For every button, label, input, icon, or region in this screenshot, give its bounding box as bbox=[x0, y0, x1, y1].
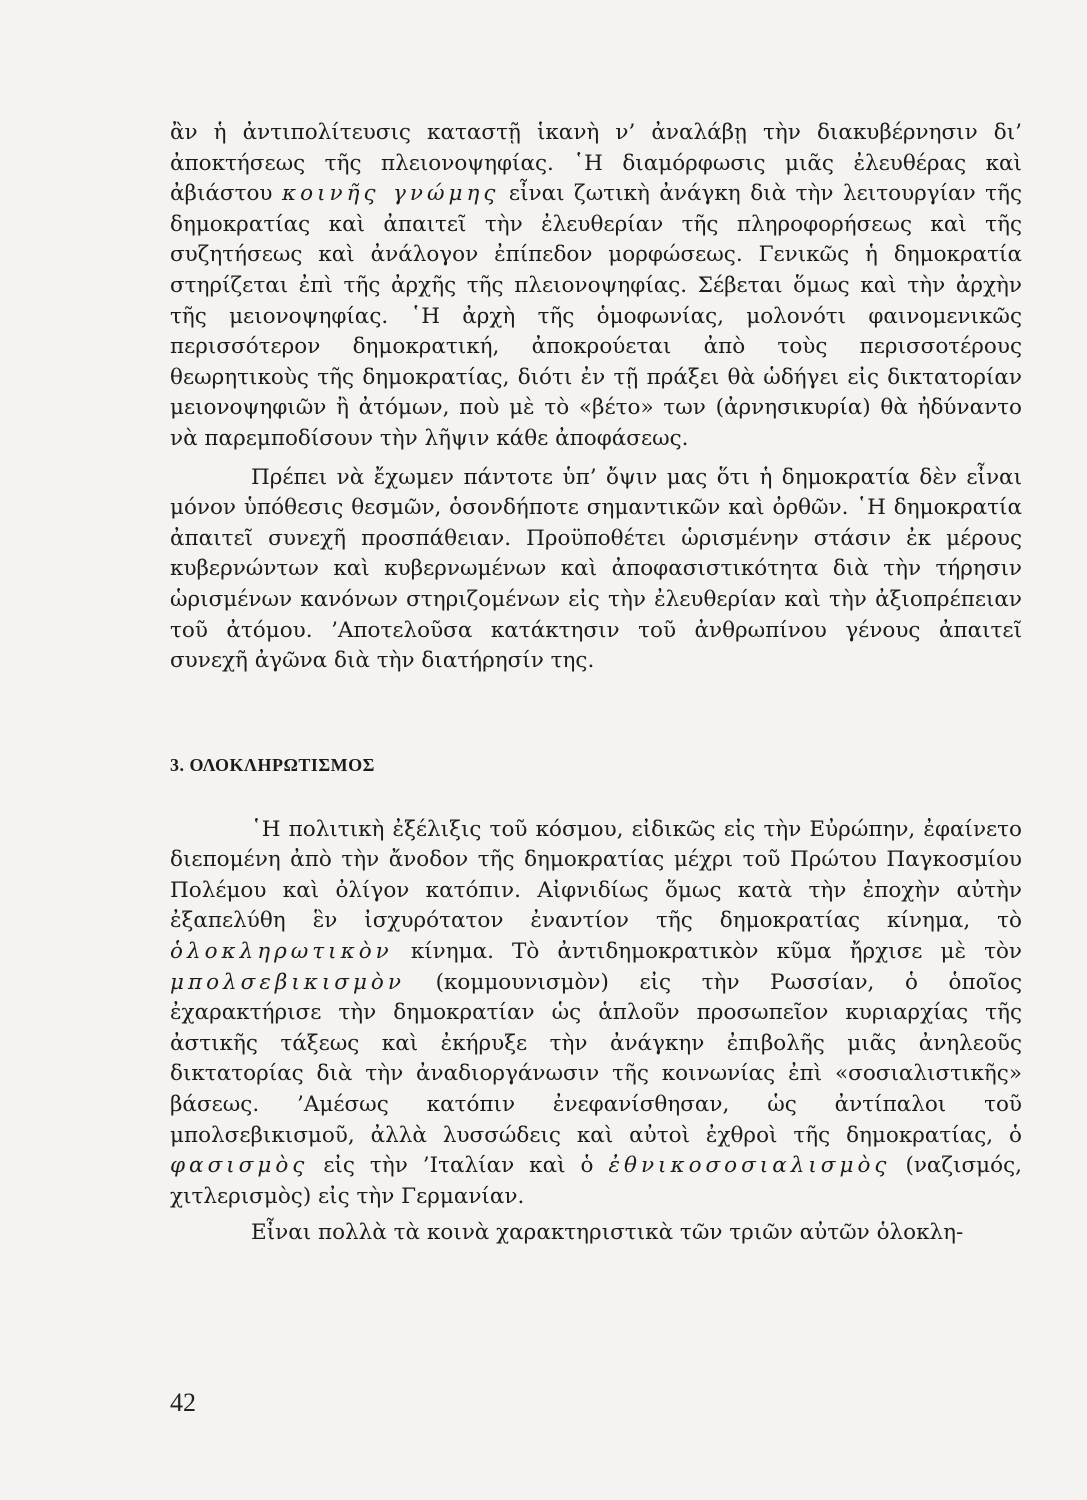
paragraph-common-traits: Εἶναι πολλὰ τὰ κοινὰ χαρακτηριστικὰ τῶν τριῶν αὐτῶν ὁλοκλη- bbox=[251, 1220, 964, 1246]
emphasis-totalitarian: ὁλοκληρωτικὸν bbox=[170, 939, 393, 965]
page-body bbox=[170, 118, 1022, 1249]
emphasis-bolshevism: μπολσεβικισμὸν bbox=[170, 969, 405, 995]
paragraph-totalitarianism: ῾Η πολιτικὴ ἐξέλιξις τοῦ κόσμου, εἰδικῶς εἰς τὴν Εὐρώπην, ἐφαίνετο διεπομένη ἀπὸ τὴν ἄνοδον τῆς δημοκρατίας μέχρι τοῦ Πρώτου Παγκοσμίου Πολέμου καὶ ὀλίγον κατόπιν. Αἰφνιδίως ὅμως κατὰ τὴν ἐποχὴν αὐτὴν ἐξαπελύθη ἓν ἰσχυρότατον ἐναντίον τῆς δημοκρατίας κίνημα, τὸ ὁλοκληρωτικὸν κίνημα. Τὸ ἀντιδημοκρατικὸν κῦμα ἤρχισε μὲ τὸν μπολσεβικισμὸν (κομμουνισμὸν) εἰς τὴν Ρωσσίαν, ὁ ὁποῖος ἐχαρακτήρισε τὴν δημοκρατίαν ὡς ἁπλοῦν προσωπεῖον κυριαρχίας τῆς ἀστικῆς τάξεως καὶ ἐκήρυξε τὴν ἀνάγκην ἐπιβολῆς μιᾶς ἀνηλεοῦς δικτατορίας διὰ τὴν ἀναδιοργάνωσιν τῆς κοινωνίας ἐπὶ «σοσιαλιστικῆς» βάσεως. ’Αμέσως κατόπιν ἐνεφανίσθησαν, ὡς ἀντίπαλοι τοῦ μπολσεβικισμοῦ, ἀλλὰ λυσσώδεις καὶ αὐτοὶ ἐχθροὶ τῆς δημοκρατίας, ὁ φασισμὸς εἰς τὴν ’Ιταλίαν καὶ ὁ ἐθνικοσοσιαλισμὸς (ναζισμός, χιτλερισμὸς) εἰς τὴν Γερμανίαν. bbox=[170, 816, 1022, 1209]
paragraph-democracy-effort: Πρέπει νὰ ἔχωμεν πάντοτε ὑπ’ ὄψιν μας ὅτι ἡ δημοκρατία δὲν εἶναι μόνον ὑπόθεσις θεσμῶν, ὁσονδήποτε σημαντικῶν καὶ ὀρθῶν. ῾Η δημοκρατία ἀπαιτεῖ συνεχῆ προσπάθειαν. Προϋποθέτει ὡρισμένην στάσιν ἐκ μέρους κυβερνώντων καὶ κυβερνωμένων καὶ ἀποφασιστικότητα διὰ τὴν τήρησιν ὡρισμένων κανόνων στηριζομένων εἰς τὴν ἐλευθερίαν καὶ τὴν ἀξιοπρέπειαν τοῦ ἀτόμου. ’Αποτελοῦσα κατάκτησιν τοῦ ἀνθρωπίνου γένους ἀπαιτεῖ συνεχῆ ἀγῶνα διὰ τὴν διατήρησίν της. bbox=[170, 464, 1022, 674]
emphasis-national-socialism: ἐθνικοσοσιαλισμὸς bbox=[608, 1153, 891, 1179]
page-number: 42 bbox=[170, 1388, 196, 1417]
section-heading: 3. ΟΛΟΚΛΗΡΩΤΙΣΜΟΣ bbox=[170, 754, 375, 775]
emphasis-fascism: φασισμὸς bbox=[170, 1153, 309, 1179]
paragraph-democracy-majority: ἂν ἡ ἀντιπολίτευσις καταστῇ ἱκανὴ ν’ ἀναλάβῃ τὴν διακυβέρνησιν δι’ ἀποκτήσεως τῆς πλειονοψηφίας. ῾Η διαμόρφωσις μιᾶς ἐλευθέρας καὶ ἀβιάστου κοινῆς γνώμης εἶναι ζωτικὴ ἀνάγκη διὰ τὴν λειτουργίαν τῆς δημοκρατίας καὶ ἀπαιτεῖ τὴν ἐλευθερίαν τῆς πληροφορήσεως καὶ τῆς συζητήσεως καὶ ἀνάλογον ἐπίπεδον μορφώσεως. Γενικῶς ἡ δημοκρατία στηρίζεται ἐπὶ τῆς ἀρχῆς τῆς πλειονοψηφίας. Σέβεται ὅμως καὶ τὴν ἀρχὴν τῆς μειονοψηφίας. ῾Η ἀρχὴ τῆς ὁμοφωνίας, μολονότι φαινομενικῶς περισσότερον δημοκρατική, ἀποκρούεται ἀπὸ τοὺς περισσοτέρους θεωρητικοὺς τῆς δημοκρατίας, διότι ἐν τῇ πράξει θὰ ὡδήγει εἰς δικτατορίαν μειονοψηφιῶν ἢ ἀτόμων, ποὺ μὲ τὸ «βέτο» των (ἀρνησικυρία) θὰ ἠδύναντο νὰ παρεμποδίσουν τὴν λῆψιν κάθε ἀποφάσεως. bbox=[170, 120, 1022, 451]
emphasis-public-opinion: κοινῆς γνώμης bbox=[282, 181, 500, 207]
